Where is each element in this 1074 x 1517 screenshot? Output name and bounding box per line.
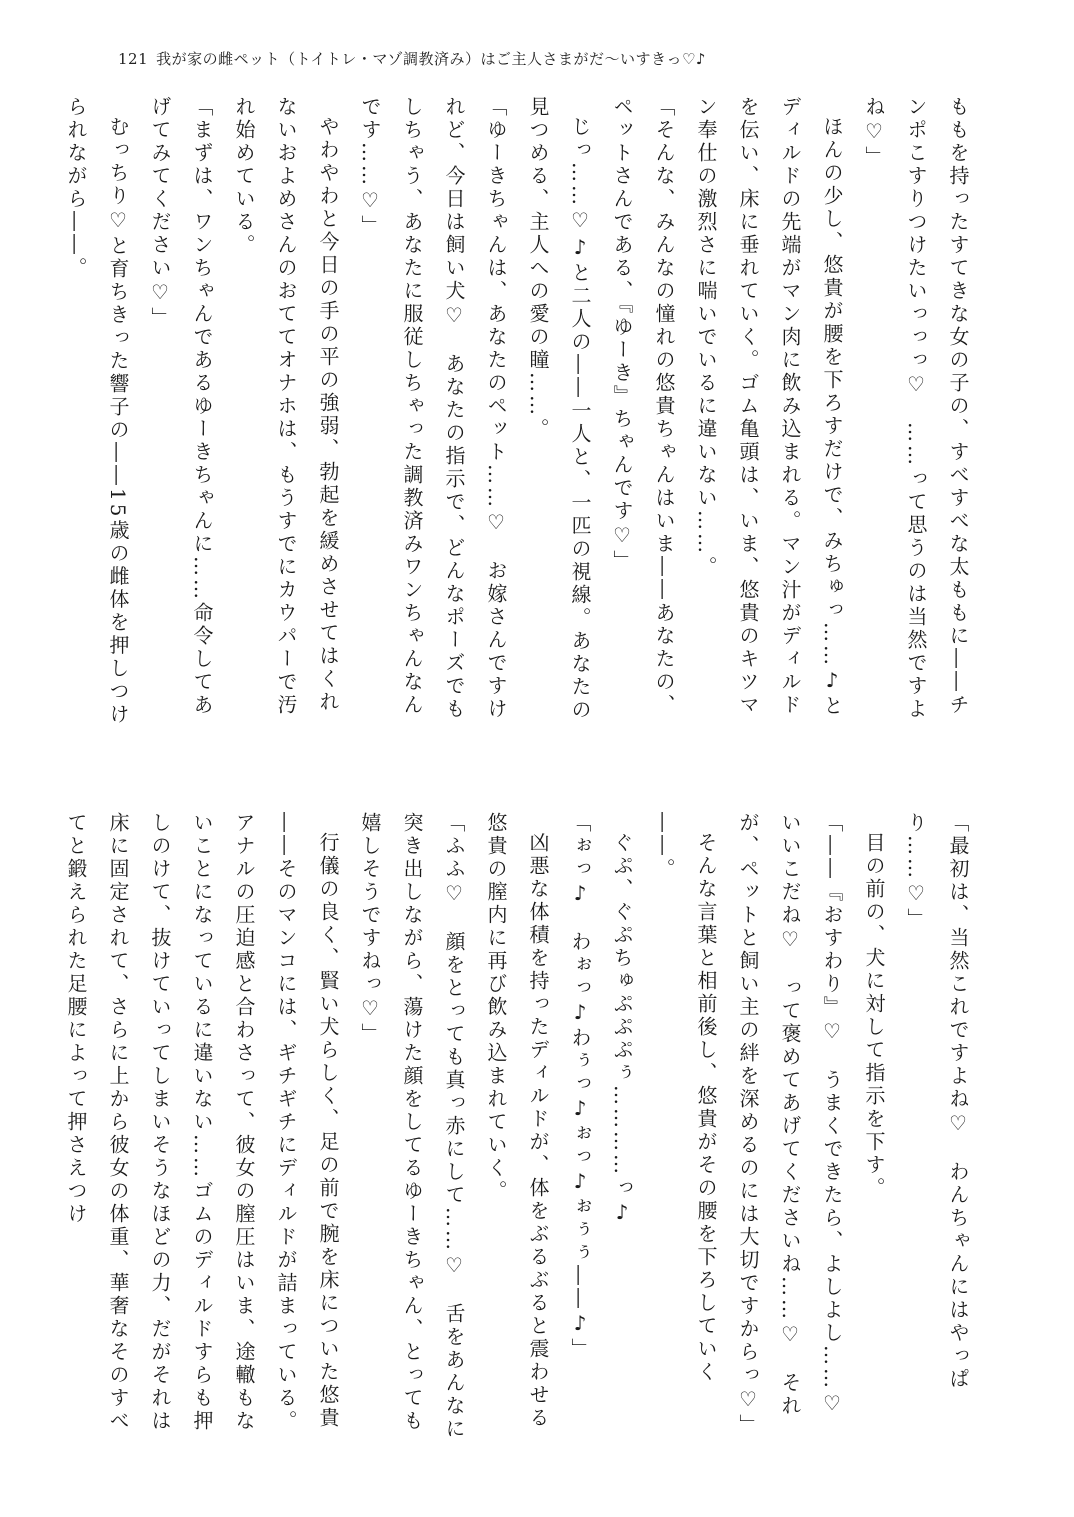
paragraph: 「――『おすわり』♡ うまくできたら、よしよし……♡ いいこだね♡ って褒めてあげてくださいね……♡ それが、ペットと飼い主の絆を深めるのには大切ですからっ♡」 — [736, 812, 844, 1441]
paragraph: 「最初は、当然これですよね♡ わんちゃんにはやっぱり……♡」 — [904, 812, 970, 1391]
text-block-bottom — [64, 812, 979, 1442]
paragraph: ぐぷ、ぐぷちゅぷぷぷぅ…………っ♪ — [610, 832, 634, 1227]
paragraph: 凶悪な体積を持ったディルドが、体をぶるぶると震わせる悠貴の膣内に再び飲み込まれていく。 — [484, 812, 550, 1430]
paragraph: やわやわと今日の手の平の強弱、勃起を緩めさせてはくれないおよめさんのおててオナホは、もうすでにカウパーで汚れ始めている。 — [232, 96, 340, 717]
paragraph: 目の前の、犬に対して指示を下す。 — [862, 832, 886, 1200]
paragraph: むっちり♡と育ちきった響子の――15歳の雌体を押しつけられながら――。 — [64, 96, 130, 727]
page-number: 121 — [118, 50, 149, 68]
paragraph: ほんの少し、悠貴が腰を下ろすだけで、みちゅっ……♪とディルドの先端がマン肉に飲み込まれる。マン汁がディルドを伝い、床に垂れていく。ゴム亀頭は、いま、悠貴のキツマン奉仕の激烈さに喘いでいるに違いない……。 — [694, 96, 844, 718]
paragraph: 「ふふ♡ 顔をとっても真っ赤にして……♡ 舌をあんなに突き出しながら、蕩けた顔をしてるゆーきちゃん、とっても嬉しそうですねっ♡」 — [358, 812, 466, 1441]
paragraph: そんな言葉と相前後し、悠貴がその腰を下ろしていく――。 — [652, 812, 718, 1384]
paragraph: ももを持ったすてきな女の子の、すべすべな太ももに――チンポこすりつけたいっっっ♡ ……って思うのは当然ですよね♡」 — [862, 96, 970, 721]
book-title: 我が家の雌ペット（トイトレ・マゾ調教済み）はご主人さまがだ〜いすきっ♡♪ — [156, 50, 706, 68]
paragraph: 行儀の良く、賢い犬らしく、足の前で腕を床についた悠貴――そのマンコには、ギチギチにディルドが詰まっている。アナルの圧迫感と合わさって、彼女の膣圧はいま、途轍もないことになっているに違いない……ゴムのディルドすらも押しのけて、抜けていってしまいそうなほどの力、だがそれは床に固定されて、さらに上から彼女の体重、華奢なそのすべてと鍛えられた足腰によって押さえつけ — [64, 812, 340, 1433]
paragraph: 「ぉっ♪ わぉっ♪わぅっ♪ぉっ♪ぉぅぅ――♪」 — [568, 812, 592, 1361]
paragraph: 「ゆーきちゃんは、あなたのペット……♡ お嫁さんですけれど、今日は飼い犬♡ あなたの指示で、どんなポーズでもしちゃう、あなたに服従しちゃった調教済みワンちゃんなんです……♡」 — [358, 96, 508, 721]
paragraph: 「まずは、ワンちゃんであるゆーきちゃんに……命令してあげてみてください♡」 — [148, 96, 214, 717]
paragraph: じっ……♡♪と二人の――一人と、一匹の視線。あなたの見つめる、主人への愛の瞳……。 — [526, 96, 592, 722]
running-header — [118, 48, 706, 69]
paragraph: 「そんな、みんなの憧れの悠貴ちゃんはいま――あなたの、ペットさんである、『ゆーき』ちゃんです♡」 — [610, 96, 676, 717]
text-block-top — [64, 96, 979, 730]
